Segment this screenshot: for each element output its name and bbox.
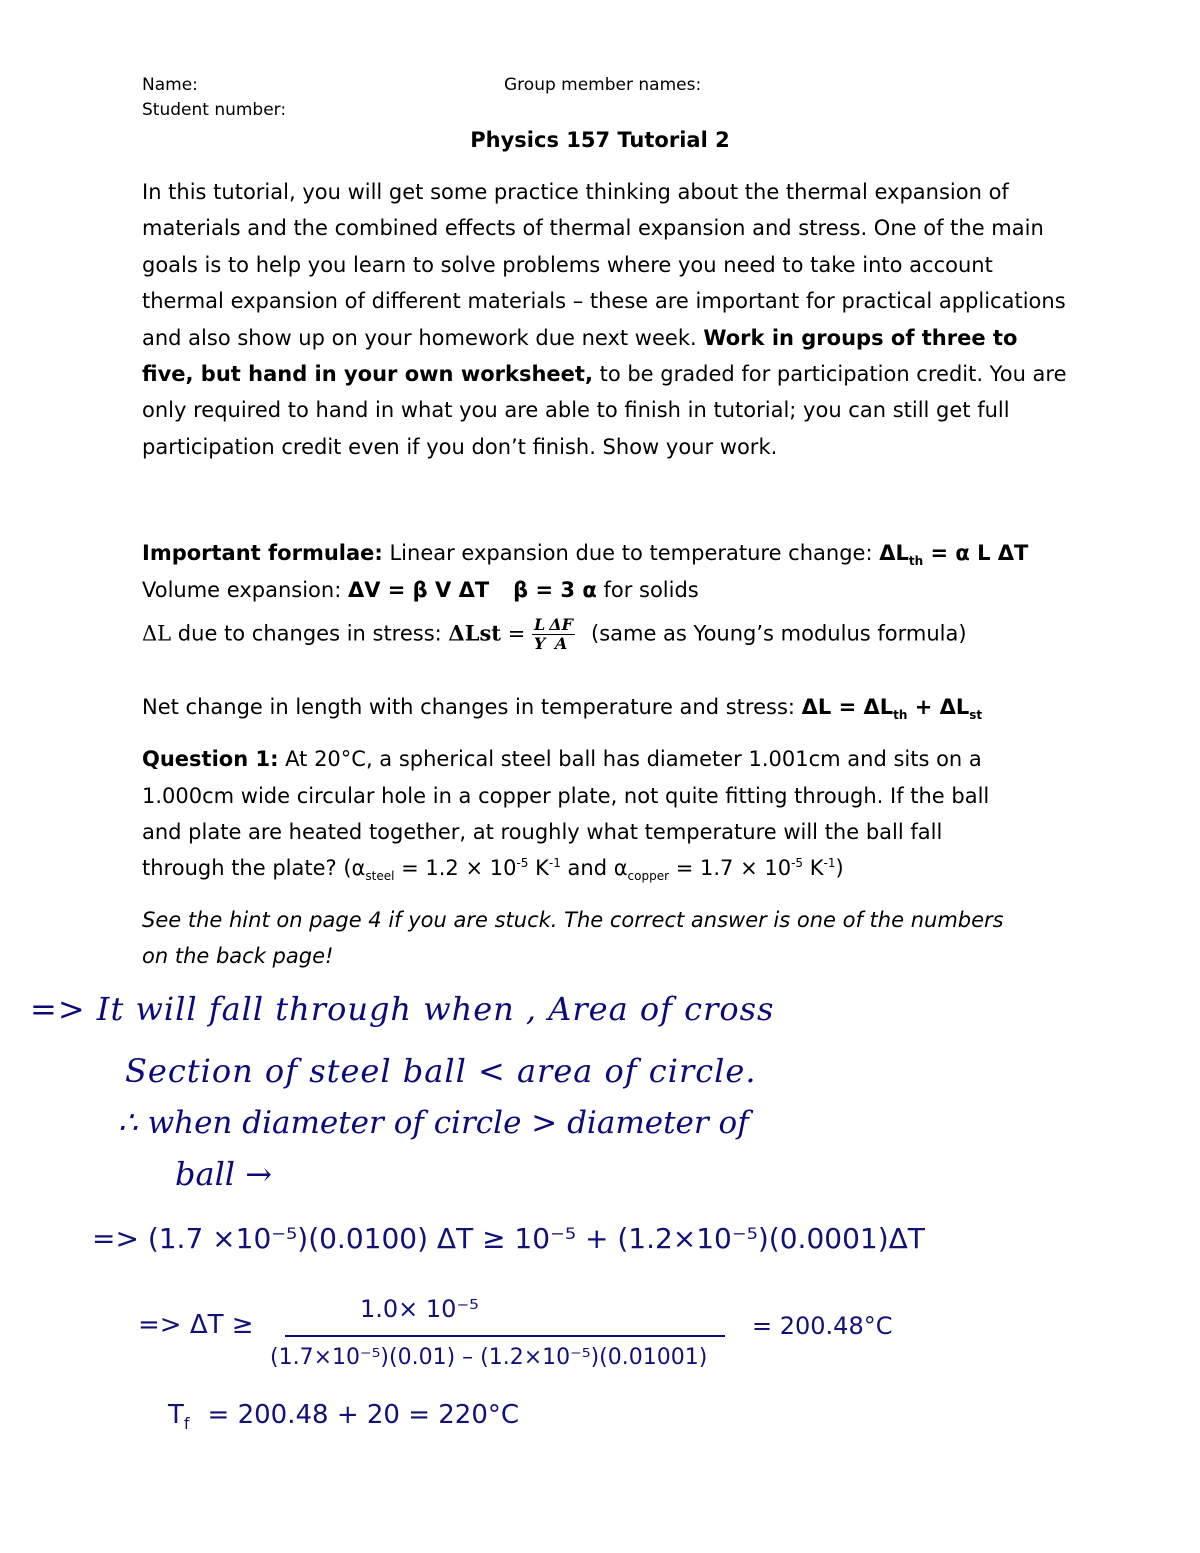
- question-1-line-3: and plate are heated together, at roughly what temperature will the ball fall: [142, 820, 943, 844]
- intro-paragraph: [142, 174, 1072, 465]
- net-eq: ΔL = ΔL: [801, 695, 894, 719]
- q1-text-b: = 1.2 × 10: [394, 856, 517, 880]
- q1-exp-2: -1: [548, 856, 561, 870]
- student-number-label: Student number:: [142, 100, 287, 120]
- handwriting-line-4: ball →: [175, 1155, 273, 1193]
- handwriting-line-3: ∴ when diameter of circle > diameter of: [118, 1105, 749, 1141]
- tf-label: T: [168, 1400, 184, 1430]
- volume-expansion-formula: [142, 578, 699, 602]
- handwriting-final-temperature: [168, 1400, 519, 1433]
- beta-eq: β = 3 α: [513, 578, 597, 602]
- q1-text-f: K: [803, 856, 824, 880]
- question-1-text-1: At 20°C, a spherical steel ball has diameter 1.001cm and sits on a: [278, 747, 982, 771]
- fraction-l-over-y: [532, 616, 547, 653]
- linear-text: Linear expansion due to temperature change:: [382, 541, 880, 565]
- linear-eq-sub: th: [908, 554, 924, 569]
- handwriting-line-1: => It will fall through when , Area of cross: [30, 990, 775, 1028]
- linear-eq: ΔL: [879, 541, 909, 565]
- linear-eq-rest: = α L ΔT: [923, 541, 1029, 565]
- tf-sub: f: [183, 1414, 190, 1434]
- net-sub-st: st: [969, 708, 983, 723]
- intro-bold-instruction: Work in groups of three to five, but hand in your own worksheet,: [142, 325, 1018, 387]
- fraction-f-over-a: [547, 616, 575, 653]
- name-label: Name:: [142, 75, 198, 95]
- intro-text-2: to be graded for participation credit. You are only required to hand in what you are able to finish in tutorial; you can still get full participation credit even if you don’t finish. Show your work.: [142, 362, 1067, 459]
- q1-steel-sub: steel: [365, 869, 395, 884]
- question-1-line-1: [142, 747, 982, 771]
- q1-exp-1: -5: [516, 856, 529, 870]
- stress-eq-lhs: ΔLst: [448, 620, 502, 646]
- frac-a: A: [554, 634, 568, 653]
- handwriting-line-2: Section of steel ball < area of circle.: [125, 1052, 757, 1090]
- question-1-label: Question 1:: [142, 747, 279, 771]
- q1-text-a: through the plate? (α: [142, 856, 366, 880]
- handwriting-equation-2-result: = 200.48°C: [752, 1312, 893, 1340]
- net-text: Net change in length with changes in temperature and stress:: [142, 695, 802, 719]
- q1-exp-4: -1: [823, 856, 836, 870]
- fraction-bar: [285, 1335, 725, 1337]
- hint-line-1: See the hint on page 4 if you are stuck. The correct answer is one of the numbers: [142, 908, 1004, 932]
- q1-copper-sub: copper: [627, 869, 670, 884]
- volume-text: Volume expansion:: [142, 578, 348, 602]
- stress-delta-l: ΔL: [142, 621, 172, 646]
- q1-text-g: ): [835, 856, 844, 880]
- hint-line-2: on the back page!: [142, 944, 334, 968]
- handwriting-equation-2-lhs: => ΔT ≥: [138, 1310, 254, 1340]
- frac-y: Y: [533, 634, 546, 653]
- formulae-label: Important formulae:: [142, 541, 383, 565]
- question-1-line-2: 1.000cm wide circular hole in a copper plate, not quite fitting through. If the ball: [142, 784, 990, 808]
- tf-equation: = 200.48 + 20 = 220°C: [207, 1400, 520, 1430]
- q1-text-e: = 1.7 × 10: [669, 856, 792, 880]
- group-member-label: Group member names:: [504, 75, 702, 95]
- intro-text-1: In this tutorial, you will get some practice thinking about the thermal expansion of materials and the combined effects of thermal expansion and stress. One of the main goals is to help you learn to solve problems where you need to take into account thermal expansion of different materials – these are important for practical applications and also show up on your homework due next week.: [142, 180, 1066, 350]
- linear-expansion-formula: [142, 541, 1028, 568]
- handwriting-equation-1: => (1.7 ×10⁻⁵)(0.0100) ΔT ≥ 10⁻⁵ + (1.2×10⁻⁵)(0.0001)ΔT: [92, 1222, 925, 1255]
- net-change-formula: [142, 695, 982, 722]
- page-title: Physics 157 Tutorial 2: [470, 128, 730, 152]
- volume-eq: ΔV = β V ΔT: [347, 578, 490, 602]
- stress-note: (same as Young’s modulus formula): [591, 621, 967, 646]
- q1-text-c: K: [528, 856, 549, 880]
- stress-formula: [142, 616, 967, 653]
- stress-text: due to changes in stress:: [171, 621, 449, 646]
- q1-exp-3: -5: [791, 856, 804, 870]
- frac-delta-f: ΔF: [549, 615, 573, 634]
- frac-l: L: [533, 615, 546, 634]
- question-1-line-4: [142, 856, 844, 883]
- net-plus: + ΔL: [907, 695, 970, 719]
- net-sub-th: th: [893, 708, 908, 723]
- beta-text: for solids: [596, 578, 699, 602]
- handwriting-equation-2-denominator: (1.7×10⁻⁵)(0.01) – (1.2×10⁻⁵)(0.01001): [270, 1345, 708, 1370]
- handwriting-equation-2-numerator: 1.0× 10⁻⁵: [360, 1295, 479, 1323]
- stress-eq-sign: =: [501, 621, 532, 646]
- q1-text-d: and α: [560, 856, 628, 880]
